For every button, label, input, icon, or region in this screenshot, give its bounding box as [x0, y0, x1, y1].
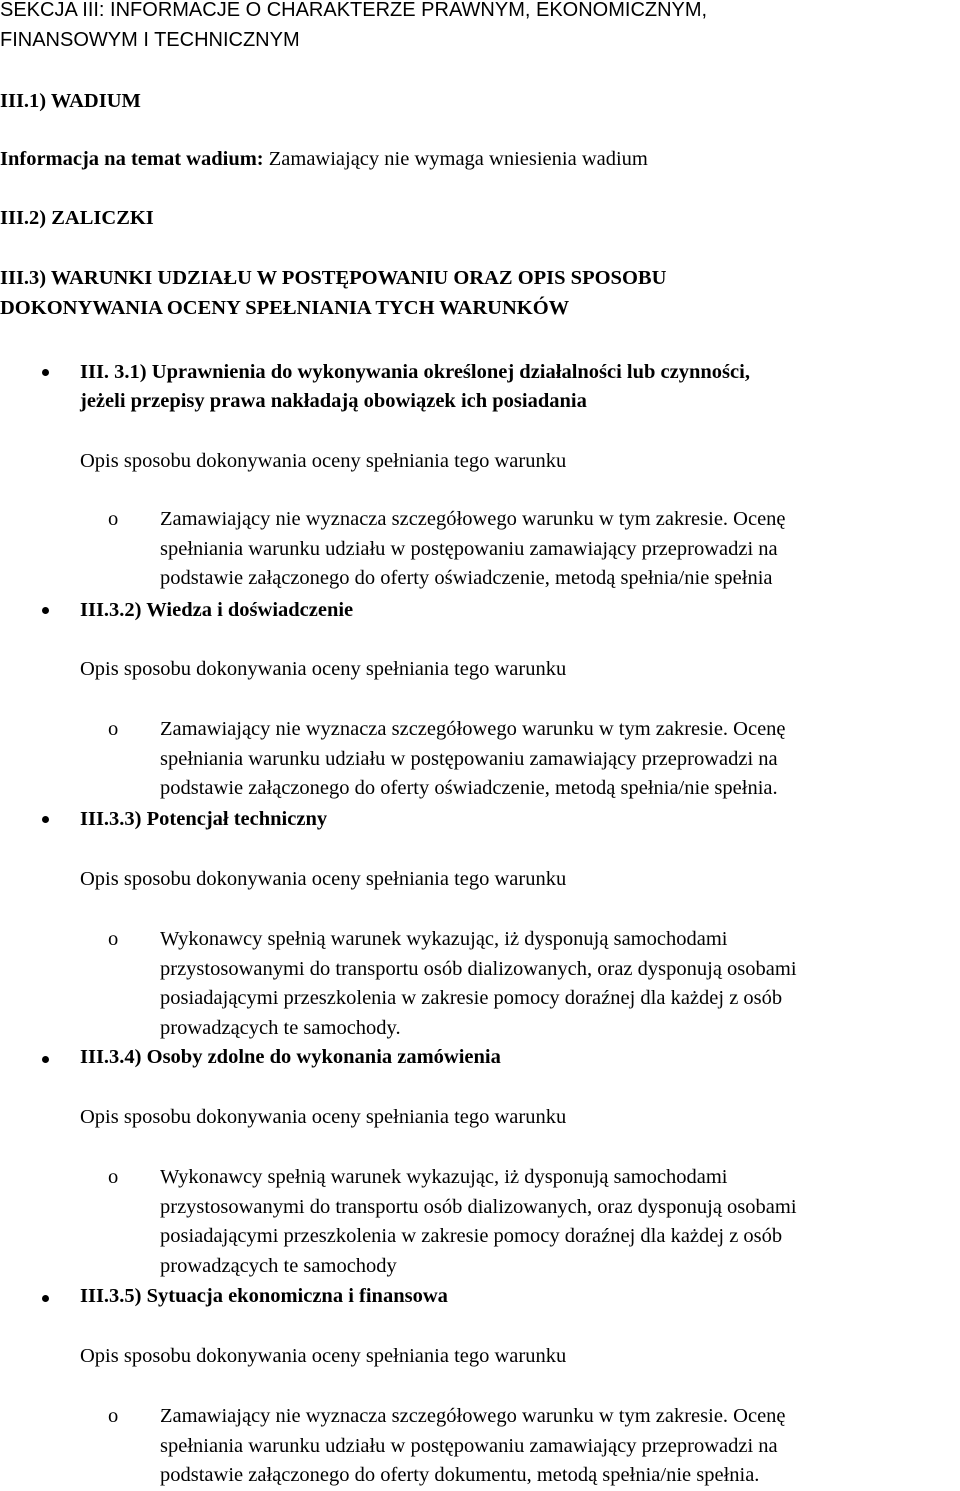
section-title-line-1: SEKCJA III: INFORMACJE O CHARAKTERZE PRAWNYM, EKONOMICZNYM,	[0, 0, 708, 21]
sub-bullet-marker: o	[108, 928, 119, 950]
item-1-title-line-2: jeżeli przepisy prawa nakładają obowiązek ich posiadania	[80, 390, 587, 412]
item-4-desc-text	[160, 1163, 797, 1281]
desc-line: Zamawiający nie wyznacza szczegółowego warunku w tym zakresie. Ocenę	[160, 1405, 786, 1427]
desc-line: Zamawiający nie wyznacza szczegółowego warunku w tym zakresie. Ocenę	[160, 718, 786, 740]
desc-line: spełniania warunku udziału w postępowaniu zamawiający przeprowadzi na	[160, 1434, 778, 1457]
desc-line: prowadzących te samochody.	[160, 1016, 401, 1039]
warunki-heading-line-1: III.3) WARUNKI UDZIAŁU W POSTĘPOWANIU ORAZ OPIS SPOSOBU	[0, 267, 667, 289]
wadium-value: Zamawiający nie wymaga wniesienia wadium	[263, 148, 648, 170]
wadium-info	[0, 145, 648, 174]
item-1-desc-text	[160, 505, 786, 594]
sub-bullet-marker: o	[108, 508, 119, 530]
bullet-icon	[42, 369, 49, 376]
bullet-icon	[42, 607, 49, 614]
wadium-heading: III.1) WADIUM	[0, 90, 141, 112]
desc-line: podstawie załączonego do oferty oświadczenie, metodą spełnia/nie spełnia	[160, 567, 773, 589]
desc-line: podstawie załączonego do oferty oświadczenie, metodą spełnia/nie spełnia.	[160, 777, 778, 799]
bullet-icon	[42, 816, 49, 823]
sub-bullet-marker: o	[108, 1166, 119, 1188]
bullet-icon	[42, 1295, 49, 1302]
item-4-title: III.3.4) Osoby zdolne do wykonania zamówienia	[80, 1046, 501, 1068]
zaliczki-heading: III.2) ZALICZKI	[0, 207, 154, 229]
item-1-title-line-1: III. 3.1) Uprawnienia do wykonywania określonej działalności lub czynności,	[80, 361, 750, 383]
item-2-title: III.3.2) Wiedza i doświadczenie	[80, 599, 354, 621]
item-4-desc-heading: Opis sposobu dokonywania oceny spełniania tego warunku	[80, 1106, 567, 1128]
item-3-desc-text	[160, 925, 797, 1043]
item-3-desc-heading: Opis sposobu dokonywania oceny spełniania tego warunku	[80, 868, 567, 890]
item-2-desc-heading: Opis sposobu dokonywania oceny spełniania tego warunku	[80, 658, 567, 680]
item-5-desc-heading: Opis sposobu dokonywania oceny spełniania tego warunku	[80, 1345, 567, 1367]
sub-bullet-marker: o	[108, 718, 119, 740]
item-1-desc-heading: Opis sposobu dokonywania oceny spełniania tego warunku	[80, 450, 567, 472]
desc-line: Zamawiający nie wyznacza szczegółowego warunku w tym zakresie. Ocenę	[160, 508, 786, 530]
desc-line: posiadającymi przeszkolenia w zakresie pomocy doraźnej dla każdej z osób	[160, 1225, 783, 1247]
desc-line: posiadającymi przeszkolenia w zakresie pomocy doraźnej dla każdej z osób	[160, 987, 783, 1009]
desc-line: spełniania warunku udziału w postępowaniu zamawiający przeprowadzi na	[160, 537, 778, 560]
sub-bullet-marker: o	[108, 1405, 119, 1427]
desc-line: Wykonawcy spełnią warunek wykazując, iż dysponują samochodami	[160, 1166, 728, 1188]
warunki-heading-line-2: DOKONYWANIA OCENY SPEŁNIANIA TYCH WARUNKÓW	[0, 297, 570, 319]
item-2-desc-text	[160, 715, 786, 804]
desc-line: przystosowanymi do transportu osób dializowanych, oraz dysponują osobami	[160, 1195, 797, 1218]
desc-line: prowadzących te samochody	[160, 1254, 397, 1277]
desc-line: podstawie załączonego do oferty dokumentu, metodą spełnia/nie spełnia.	[160, 1464, 760, 1486]
item-5-title: III.3.5) Sytuacja ekonomiczna i finansowa	[80, 1285, 448, 1307]
desc-line: Wykonawcy spełnią warunek wykazując, iż dysponują samochodami	[160, 928, 728, 950]
wadium-label: Informacja na temat wadium:	[0, 148, 264, 170]
desc-line: przystosowanymi do transportu osób dializowanych, oraz dysponują osobami	[160, 957, 797, 980]
desc-line: spełniania warunku udziału w postępowaniu zamawiający przeprowadzi na	[160, 747, 778, 770]
item-3-title: III.3.3) Potencjał techniczny	[80, 808, 328, 830]
bullet-icon	[42, 1056, 49, 1063]
item-5-desc-text	[160, 1402, 786, 1491]
section-title-line-2: FINANSOWYM I TECHNICZNYM	[0, 29, 300, 51]
